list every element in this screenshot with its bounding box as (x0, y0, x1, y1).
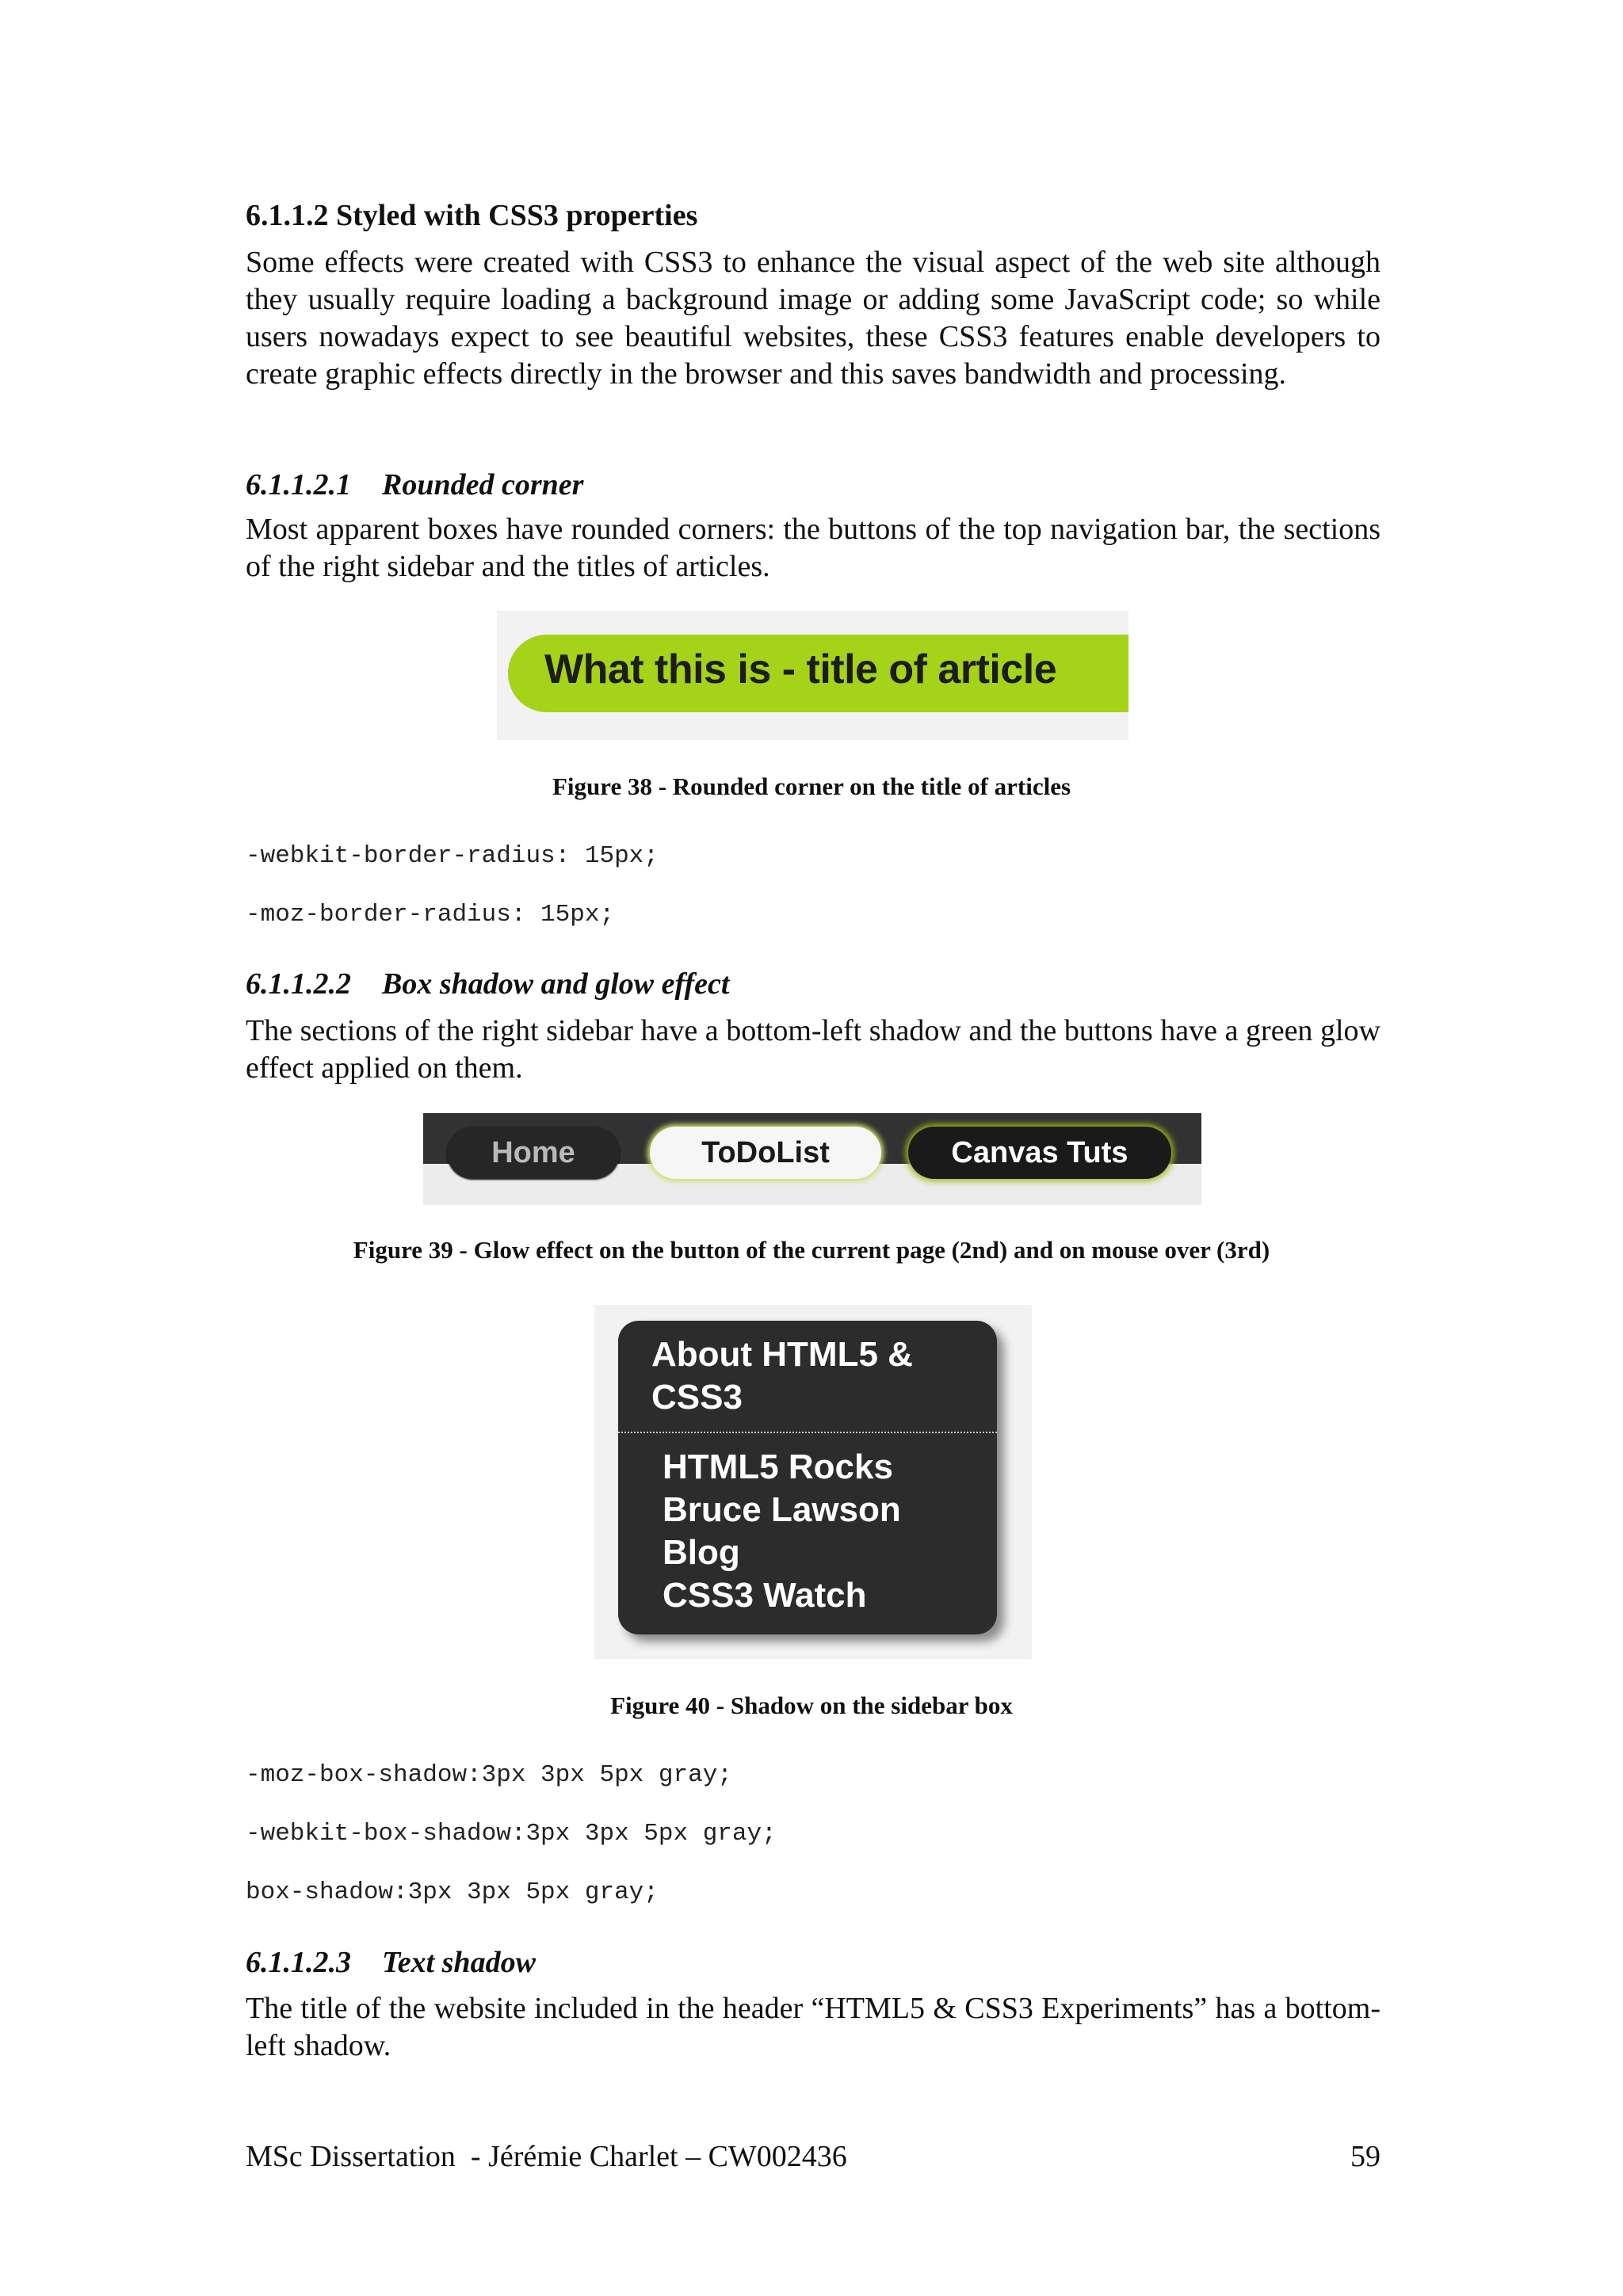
code-line-webkit-box-shadow: -webkit-box-shadow:3px 3px 5px gray; (246, 1820, 777, 1848)
figure-39-caption: Figure 39 - Glow effect on the button of the current page (2nd) and on mouse over (3rd) (353, 1236, 1270, 1264)
page-footer (246, 2139, 1381, 2174)
figure-40-caption: Figure 40 - Shadow on the sidebar box (610, 1691, 1013, 1719)
figure-38-caption: Figure 38 - Rounded corner on the title of articles (552, 772, 1071, 800)
paragraph-box-shadow: The sections of the right sidebar have a bottom-left shadow and the buttons have a green glow effect applied on them. (246, 1014, 1381, 1085)
sidebar-link-css3-watch: CSS3 Watch (663, 1576, 867, 1615)
heading-title: Rounded corner (382, 468, 584, 502)
heading-title: Text shadow (382, 1946, 536, 1979)
paragraph-text-shadow: The title of the website included in the header “HTML5 & CSS3 Experiments” has a bottom-left shadow. (246, 1992, 1381, 2062)
footer-title: MSc Dissertation - Jérémie Charlet – CW002436 (246, 2140, 847, 2173)
code-line-moz-border-radius: -moz-border-radius: 15px; (246, 901, 615, 929)
heading-number: 6.1.1.2.1 (246, 468, 351, 502)
nav-button-canvas-tuts: Canvas Tuts (908, 1127, 1171, 1179)
figure-39-image (423, 1113, 1201, 1205)
sidebar-box (618, 1321, 997, 1634)
code-line-webkit-border-radius: -webkit-border-radius: 15px; (246, 842, 659, 870)
article-title-text: What this is - title of article (544, 646, 1057, 692)
sidebar-link-html5-rocks: HTML5 Rocks (663, 1447, 893, 1486)
heading-title: Box shadow and glow effect (382, 967, 730, 1001)
paragraph-css3-intro: Some effects were created with CSS3 to enhance the visual aspect of the web site although they usually require loading a background image or adding some JavaScript code; so while users nowadays expect to see beautiful websites, these CSS3 features enable developers to create graphic effects directly in the browser and this saves bandwidth and processing. (246, 246, 1381, 391)
nav-button-todolist: ToDoList (650, 1127, 881, 1179)
sidebar-link-blog: Blog (663, 1533, 740, 1572)
paragraph-rounded-corner: Most apparent boxes have rounded corners: the buttons of the top navigation bar, the sections of the right sidebar and the titles of articles. (246, 513, 1381, 583)
sidebar-heading-line-1: About HTML5 & (651, 1335, 913, 1374)
nav-button-home: Home (447, 1127, 620, 1179)
heading-6-1-1-2: 6.1.1.2 Styled with CSS3 properties (246, 199, 698, 232)
sidebar-heading-line-2: CSS3 (651, 1378, 743, 1417)
heading-number: 6.1.1.2.3 (246, 1946, 351, 1979)
code-line-moz-box-shadow: -moz-box-shadow:3px 3px 5px gray; (246, 1761, 732, 1789)
sidebar-link-bruce-lawson: Bruce Lawson (663, 1490, 901, 1529)
figure-40-image (594, 1305, 1032, 1659)
heading-rounded-corner (246, 467, 583, 502)
sidebar-link-list (663, 1446, 901, 1617)
heading-text-shadow (246, 1945, 536, 1980)
code-line-box-shadow: box-shadow:3px 3px 5px gray; (246, 1878, 659, 1906)
sidebar-box-heading (651, 1333, 913, 1419)
sidebar-divider (618, 1432, 997, 1433)
heading-number: 6.1.1.2.2 (246, 967, 351, 1001)
page-number: 59 (1350, 2140, 1381, 2173)
heading-box-shadow (246, 967, 729, 1001)
figure-38-image (497, 611, 1128, 740)
